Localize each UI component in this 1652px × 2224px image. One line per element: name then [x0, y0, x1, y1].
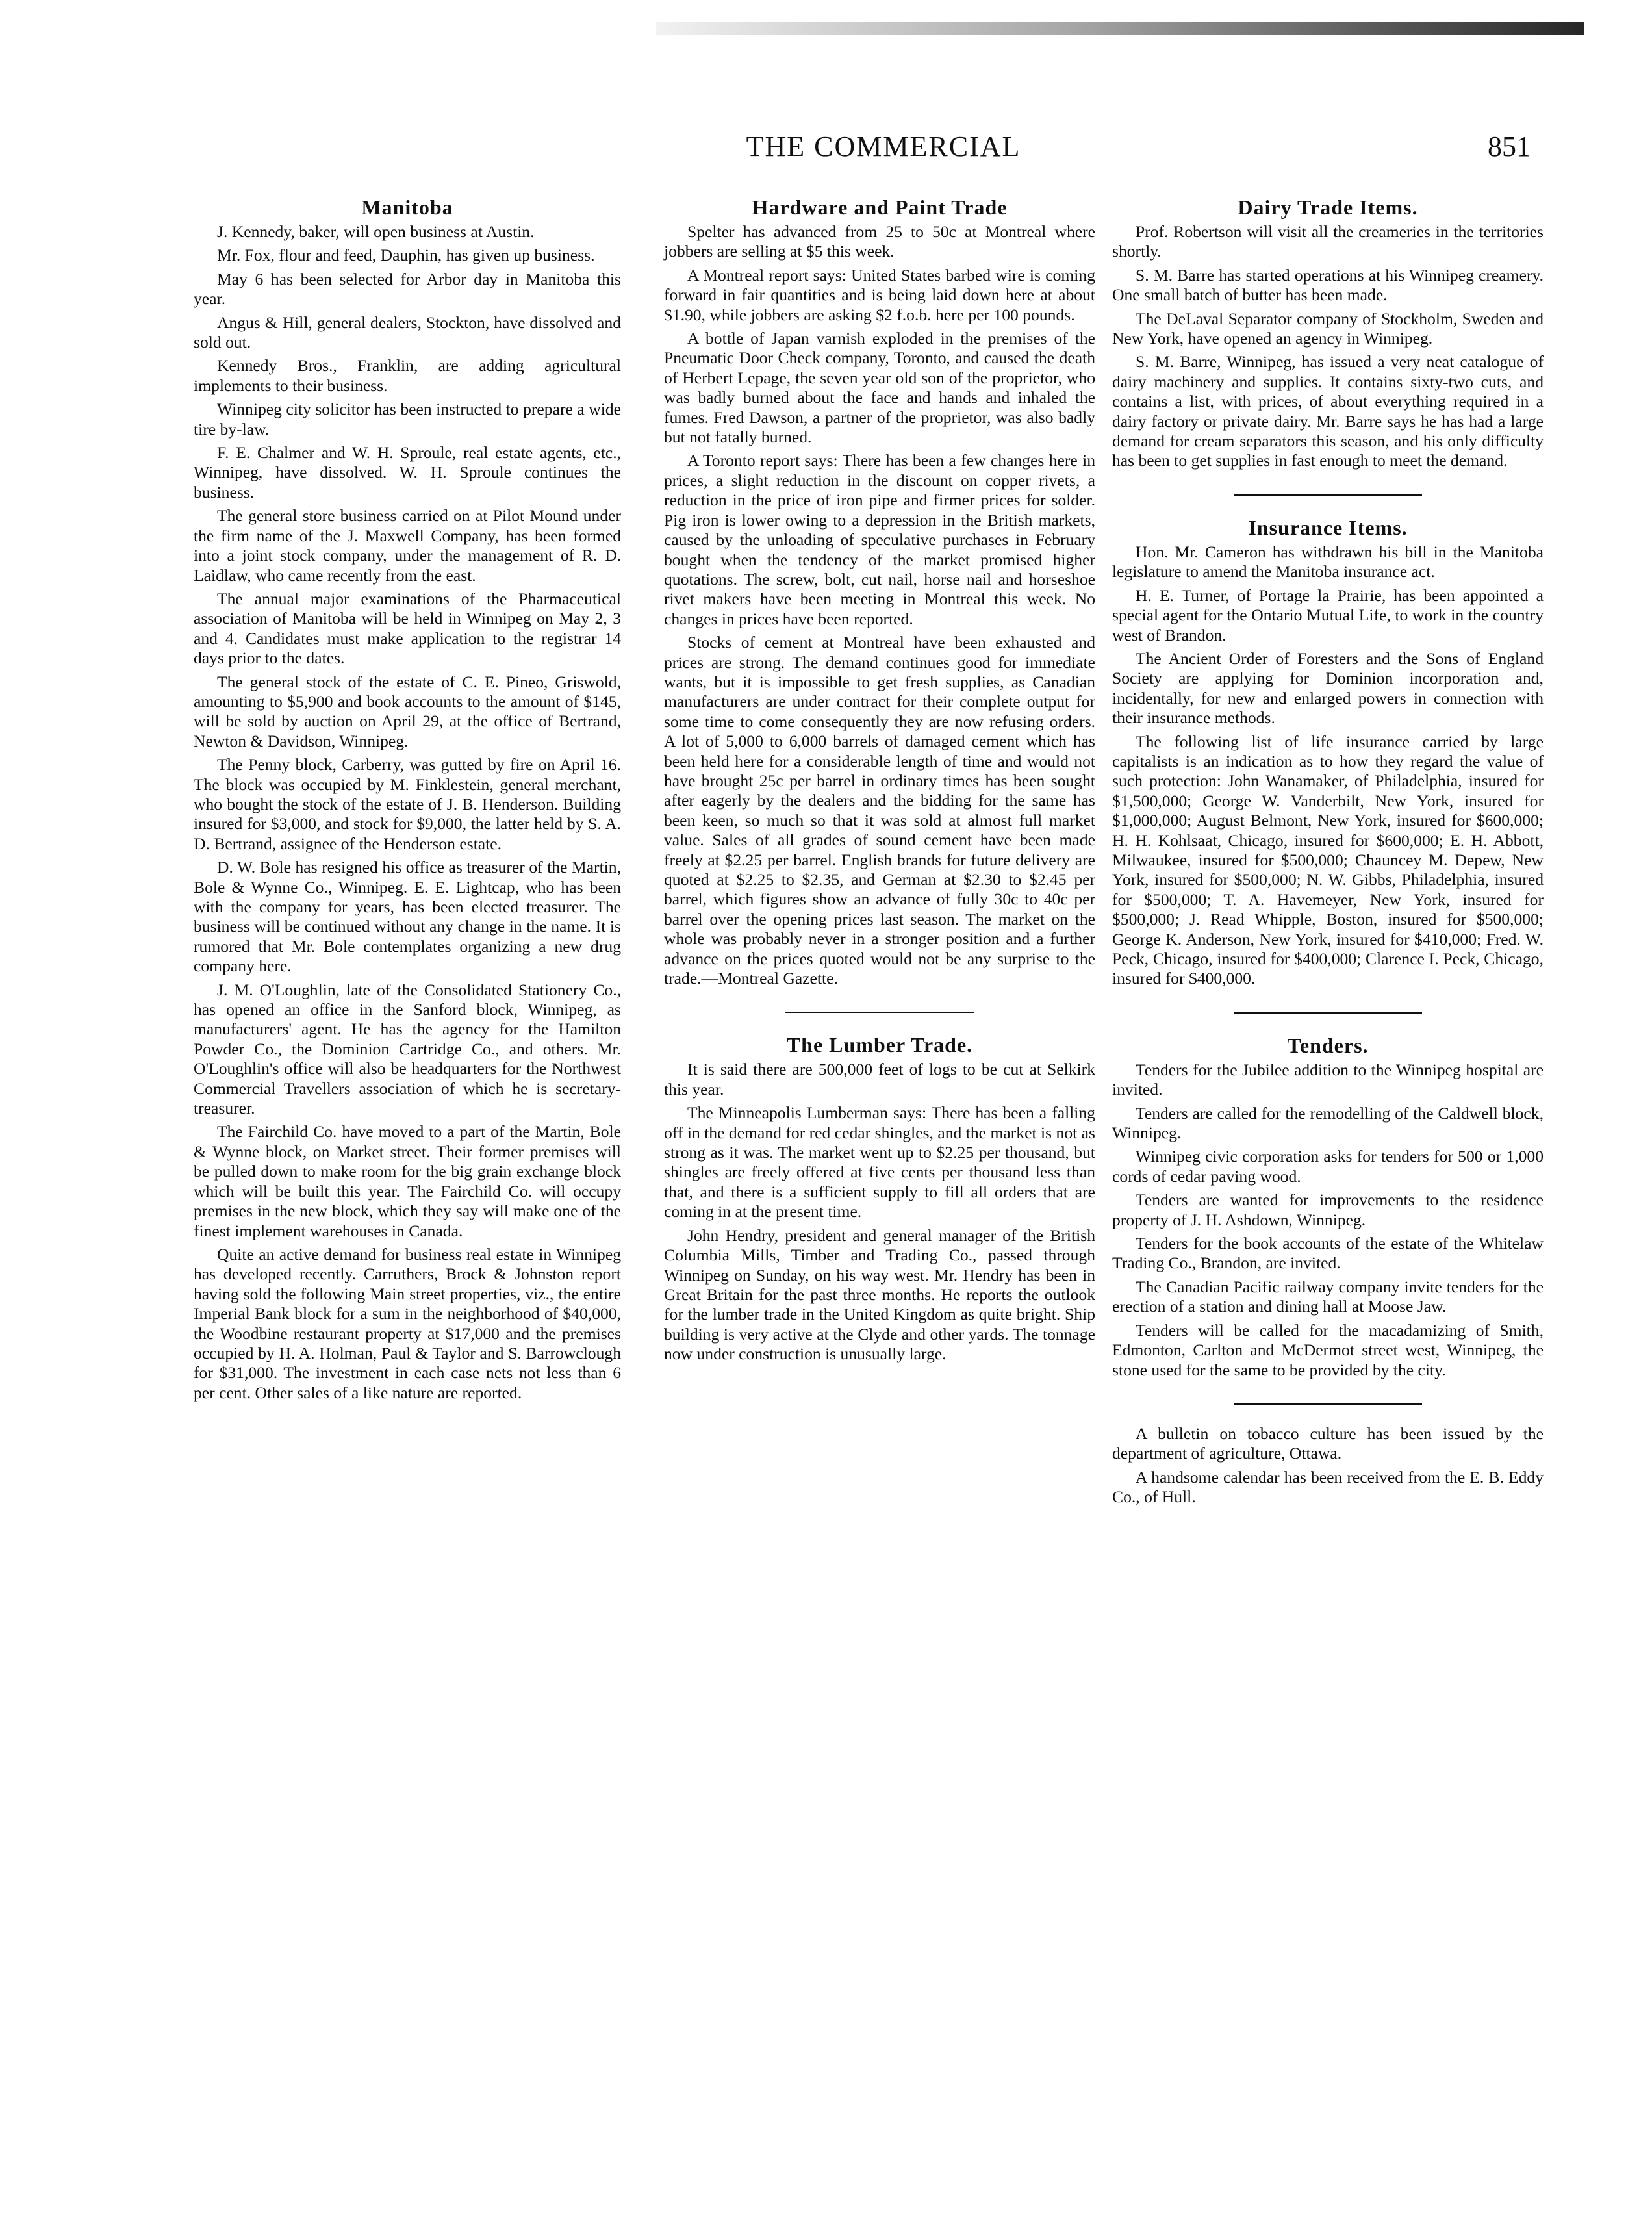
- paragraph: D. W. Bole has resigned his office as treasurer of the Martin, Bole & Wynne Co., Winnipeg. E. E. Lightcap, who has been with the company for years, has been elected treasurer. The business will be continued without any change in the name. It is rumored that Mr. Bole contemplates organizing a new drug company here.: [194, 858, 621, 976]
- paragraph: J. M. O'Loughlin, late of the Consolidated Stationery Co., has opened an office in the Sanford block, Winnipeg, as manufacturers' agent. He has the agency for the Hamilton Powder Co., the Dominion Cartridge Co., and others. Mr. O'Loughlin's office will also be headquarters for the Northwest Commercial Travellers association of which he is secretary-treasurer.: [194, 980, 621, 1118]
- article-section: [1112, 1033, 1544, 1380]
- section-heading: Tenders.: [1287, 1033, 1369, 1057]
- paragraph: Spelter has advanced from 25 to 50c at Montreal where jobbers are selling at $5 this week.: [664, 222, 1095, 261]
- page-header: [0, 130, 1652, 175]
- paragraph: Stocks of cement at Montreal have been exhausted and prices are strong. The demand continues good for immediate wants, but it is impossible to get fresh supplies, as Canadian manufacturers are under contract for their complete output for some time to come consequently they are now refusing orders. A lot of 5,000 to 6,000 barrels of damaged cement which has been held here for a considerable length of time and would not have brought 25c per barrel in ordinary times has been sought after eagerly by the dealers and the bidding for the same has been keen, so much so that it was sold at almost full market value. Sales of all grades of sound cement have been made freely at $2.25 per barrel. English brands for future delivery are quoted at $2.25 to $2.35, and German at $2.30 to $2.45 per barrel, which figures show an advance of fully 30c to 40c per barrel over the opening prices last season. The market on the whole was probably never in a stronger position and a further advance on the prices quoted would not be any surprise to the trade.—Montreal Gazette.: [664, 633, 1095, 988]
- paragraph: J. Kennedy, baker, will open business at Austin.: [217, 222, 535, 241]
- article-section: [1112, 195, 1544, 471]
- paragraph: Tenders are called for the remodelling of the Caldwell block, Winnipeg.: [1112, 1103, 1544, 1143]
- paragraph: Hon. Mr. Cameron has withdrawn his bill in the Manitoba legislature to amend the Manitoba insurance act.: [1112, 542, 1544, 582]
- article-section: [664, 195, 1095, 988]
- paragraph: The DeLaval Separator company of Stockholm, Sweden and New York, have opened an agency in Winnipeg.: [1112, 309, 1544, 348]
- paragraph: A handsome calendar has been received from the E. B. Eddy Co., of Hull.: [1112, 1467, 1544, 1507]
- paragraph: Tenders will be called for the macadamizing of Smith, Edmonton, Carlton and McDermot street west, Winnipeg, the stone used for the same to be provided by the city.: [1112, 1320, 1544, 1379]
- section-heading: The Lumber Trade.: [786, 1033, 973, 1057]
- article-section: [1112, 515, 1544, 989]
- column-1: [194, 195, 621, 1407]
- paragraph: The annual major examinations of the Pharmaceutical association of Manitoba will be held in Winnipeg on May 2, 3 and 4. Candidates must make application to the registrar 14 days prior to the dates.: [194, 589, 621, 668]
- article-section: [664, 1032, 1095, 1364]
- column-2: [664, 195, 1095, 1368]
- paragraph: Tenders for the Jubilee addition to the Winnipeg hospital are invited.: [1112, 1060, 1544, 1099]
- paragraph: John Hendry, president and general manager of the British Columbia Mills, Timber and Trading Co., passed through Winnipeg on Sunday, on his way west. Mr. Hendry has been in Great Britain for the past three months. He reports the outlook for the lumber trade in the United Kingdom as quite bright. Ship building is very active at the Clyde and other yards. The tonnage now under construction is unusually large.: [664, 1225, 1095, 1364]
- paragraph: The following list of life insurance carried by large capitalists is an indication as to how they regard the value of such protection: John Wanamaker, of Philadelphia, insured for $1,500,000; George W. Vanderbilt, New York, insured for $1,000,000; August Belmont, New York, insured for $600,000; H. H. Kohlsaat, Chicago, insured for $600,000; E. H. Abbott, Milwaukee, insured for $500,000; Chauncey M. Depew, New York, insured for $500,000; N. W. Gibbs, Philadelphia, insured for $500,000; T. A. Havemeyer, New York, insured for $500,000; J. Read Whipple, Boston, insured for $500,000; George K. Anderson, New York, insured for $410,000; Fred. W. Peck, Chicago, insured for $400,000; Clarence I. Peck, Chicago, insured for $400,000.: [1112, 732, 1544, 988]
- paragraph: Tenders for the book accounts of the estate of the Whitelaw Trading Co., Brandon, are invited.: [1112, 1234, 1544, 1273]
- top-decorative-rule: [656, 22, 1584, 35]
- paragraph: Mr. Fox, flour and feed, Dauphin, has given up business.: [217, 246, 595, 265]
- paragraph: Tenders are wanted for improvements to the residence property of J. H. Ashdown, Winnipeg.: [1112, 1190, 1544, 1229]
- article-section: [194, 195, 621, 1403]
- paragraph: F. E. Chalmer and W. H. Sproule, real estate agents, etc., Winnipeg, have dissolved. W. H. Sproule continues the business.: [194, 443, 621, 502]
- paragraph: Kennedy Bros., Franklin, are adding agricultural implements to their business.: [194, 356, 621, 395]
- paragraph: S. M. Barre has started operations at his Winnipeg creamery. One small batch of butter has been made.: [1112, 265, 1544, 305]
- paragraph: H. E. Turner, of Portage la Prairie, has been appointed a special agent for the Ontario Mutual Life, to work in the country west of Brandon.: [1112, 585, 1544, 645]
- paragraph: A Montreal report says: United States barbed wire is coming forward in fair quantities and is being laid down here at about $1.90, while jobbers are asking $2 f.o.b. here per 100 pounds.: [664, 265, 1095, 324]
- page-title: THE COMMERCIAL: [746, 131, 1021, 162]
- paragraph: Angus & Hill, general dealers, Stockton, have dissolved and sold out.: [194, 313, 621, 352]
- section-heading: Dairy Trade Items.: [1238, 196, 1418, 219]
- section-divider: [785, 1012, 974, 1013]
- paragraph: The Fairchild Co. have moved to a part of the Martin, Bole & Wynne block, on Market street. Their former premises will be pulled down to make room for the big grain exchange block which will be built this year. The Fairchild Co. will occupy premises in the new block, which they say will make one of the finest implement warehouses in Canada.: [194, 1122, 621, 1240]
- section-heading: Manitoba: [361, 196, 453, 219]
- paragraph: It is said there are 500,000 feet of logs to be cut at Selkirk this year.: [664, 1060, 1095, 1099]
- column-3: [1112, 195, 1544, 1511]
- paragraph: Quite an active demand for business real estate in Winnipeg has developed recently. Carruthers, Brock & Johnston report having sold the following Main street properties, viz., the entire Imperial Bank block for a sum in the neighborhood of $40,000, the Woodbine restaurant property at $17,000 and the premises occupied by H. A. Holman, Paul & Taylor and S. Barrowclough for $31,000. The investment in each case nets not less than 6 per cent. Other sales of a like nature are reported.: [194, 1244, 621, 1402]
- section-divider: [1234, 494, 1422, 496]
- paragraph: The Canadian Pacific railway company invite tenders for the erection of a station and dining hall at Moose Jaw.: [1112, 1277, 1544, 1316]
- paragraph: A Toronto report says: There has been a few changes here in prices, a slight reduction in the discount on copper rivets, a reduction in the price of iron pipe and firmer prices for solder. Pig iron is lower owing to a depression in the British markets, caused by the unloading of speculative purchases in February bought when the tendency of the market promised higher quotations. The screw, bolt, cut nail, horse nail and horseshoe rivet makers have been meeting in Montreal this week. No changes in prices have been reported.: [664, 451, 1095, 628]
- page-number: 851: [1488, 131, 1531, 162]
- section-heading: Insurance Items.: [1248, 515, 1408, 539]
- section-divider: [1234, 1012, 1422, 1014]
- section-divider: [1234, 1403, 1422, 1405]
- paragraph: S. M. Barre, Winnipeg, has issued a very neat catalogue of dairy machinery and supplies. It contains sixty-two cuts, and contains a list, with prices, of about everything required in a dairy factory or private dairy. Mr. Barre says he has had a large demand for cream separators this season, and his only difficulty has been to get supplies in fast enough to meet the demand.: [1112, 352, 1544, 470]
- section-heading: Hardware and Paint Trade: [752, 196, 1008, 219]
- paragraph: Winnipeg city solicitor has been instructed to prepare a wide tire by-law.: [194, 400, 621, 439]
- paragraph: The Minneapolis Lumberman says: There has been a falling off in the demand for red cedar shingles, and the market is not as strong as it was. The market went up to $2.25 per thousand, but shingles are freely offered at five cents per thousand less than that, and there is a sufficient supply to fill all orders that are coming in at the present time.: [664, 1103, 1095, 1221]
- paragraph: A bottle of Japan varnish exploded in the premises of the Pneumatic Door Check company, Toronto, and caused the death of Herbert Lepage, the seven year old son of the proprietor, who was badly burned about the face and hands and inhaled the fumes. Fred Dawson, a partner of the proprietor, was also badly but not fatally burned.: [664, 329, 1095, 447]
- paragraph: A bulletin on tobacco culture has been issued by the department of agriculture, Ottawa.: [1112, 1424, 1544, 1463]
- paragraph: May 6 has been selected for Arbor day in Manitoba this year.: [194, 269, 621, 309]
- paragraph: The general store business carried on at Pilot Mound under the firm name of the J. Maxwell Company, has been formed into a joint stock company, under the management of R. D. Laidlaw, who came recently from the east.: [194, 506, 621, 585]
- paragraph: The general stock of the estate of C. E. Pineo, Griswold, amounting to $5,900 and book accounts to the amount of $145, will be sold by auction on April 29, at the office of Bertrand, Newton & Davidson, Winnipeg.: [194, 672, 621, 750]
- paragraph: The Ancient Order of Foresters and the Sons of England Society are applying for Dominion incorporation and, incidentally, for new and enlarged powers in connection with their insurance methods.: [1112, 648, 1544, 728]
- paragraph: Winnipeg civic corporation asks for tenders for 500 or 1,000 cords of cedar paving wood.: [1112, 1147, 1544, 1186]
- article-section: [1112, 1424, 1544, 1507]
- paragraph: The Penny block, Carberry, was gutted by fire on April 16. The block was occupied by M. Finklestein, general merchant, who bought the stock of the estate of J. B. Henderson. Building insured for $3,000, and stock for $9,000, the latter held by S. A. D. Bertrand, assignee of the Henderson estate.: [194, 755, 621, 853]
- paragraph: Prof. Robertson will visit all the creameries in the territories shortly.: [1112, 222, 1544, 261]
